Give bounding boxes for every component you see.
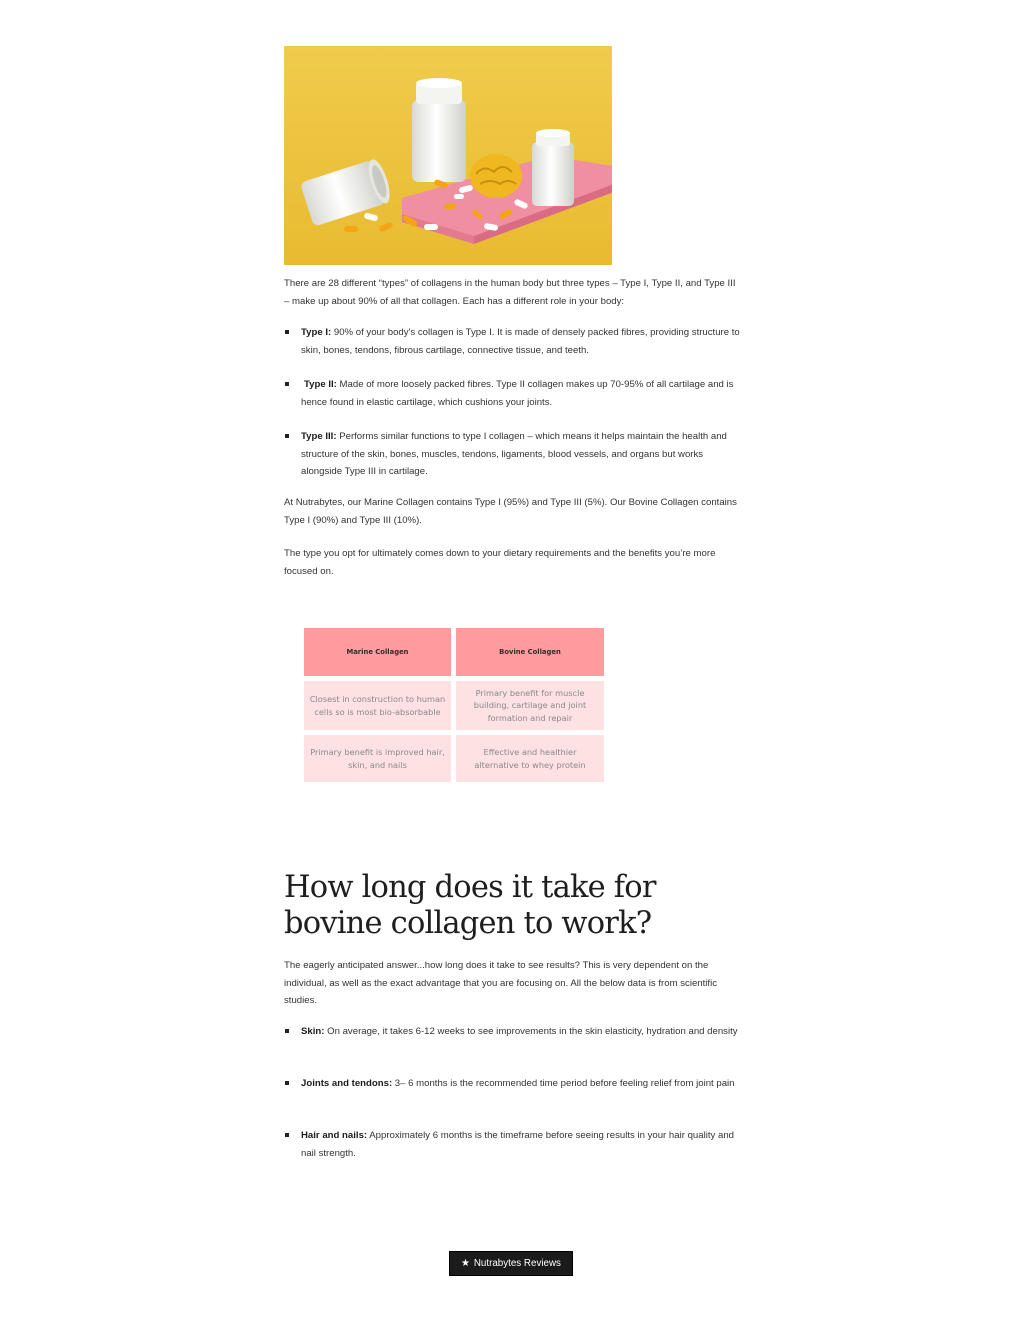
table-cell: Primary benefit is improved hair, skin, and nails bbox=[304, 735, 451, 782]
list-item-text: On average, it takes 6-12 weeks to see improvements in the skin elasticity, hydration and density bbox=[324, 1026, 738, 1037]
collagen-types-list-3 bbox=[284, 428, 742, 481]
timeframe-list-3 bbox=[284, 1127, 742, 1162]
list-item-label: Type III: bbox=[301, 431, 337, 442]
table-cell: Effective and healthier alternative to whey protein bbox=[456, 735, 604, 782]
list-item-label: Joints and tendons: bbox=[301, 1078, 393, 1089]
timeframe-list-2 bbox=[284, 1075, 742, 1093]
list-item bbox=[284, 428, 742, 481]
list-item bbox=[284, 324, 742, 359]
table-cell: Closest in construction to human cells so is most bio-absorbable bbox=[304, 681, 451, 730]
page-heading: How long does it take for bovine collagen to work? bbox=[284, 870, 656, 941]
list-item-text: Performs similar functions to type I collagen – which means it helps maintain the health and structure of the skin, bones, muscles, tendons, ligaments, blood vessels, and organs but works alongside Type III in cartilage. bbox=[301, 431, 727, 478]
list-item-label: Type II: bbox=[304, 379, 337, 390]
table-header-bovine: Bovine Collagen bbox=[456, 628, 604, 676]
list-item bbox=[284, 376, 742, 411]
collagen-types-list-2 bbox=[284, 376, 742, 411]
table-header-marine: Marine Collagen bbox=[304, 628, 451, 676]
hero-image-supplement-bottles bbox=[284, 46, 612, 265]
reviews-button[interactable] bbox=[449, 1251, 573, 1276]
list-item-label: Type I: bbox=[301, 327, 332, 338]
star-icon: ★ bbox=[461, 1258, 470, 1269]
hero-illustration bbox=[284, 46, 612, 265]
reviews-button-label: Nutrabytes Reviews bbox=[473, 1258, 561, 1269]
list-item-label: Hair and nails: bbox=[301, 1130, 368, 1141]
table-cell: Primary benefit for muscle building, cartilage and joint formation and repair bbox=[456, 681, 604, 730]
list-item-text: Approximately 6 months is the timeframe before seeing results in your hair quality and nail strength. bbox=[301, 1130, 734, 1159]
results-intro: The eagerly anticipated answer...how long does it take to see results? This is very dependent on the individual, as well as the exact advantage that you are focusing on. All the below data is from scientific studies. bbox=[284, 960, 718, 1007]
collagen-types-list bbox=[284, 324, 742, 359]
list-item bbox=[284, 1075, 742, 1093]
timeframe-list bbox=[284, 1023, 742, 1041]
type-choice-paragraph: The type you opt for ultimately comes down to your dietary requirements and the benefits you’re more focused on. bbox=[284, 548, 716, 577]
list-item bbox=[284, 1127, 742, 1162]
marine-bovine-composition: At Nutrabytes, our Marine Collagen contains Type I (95%) and Type III (5%). Our Bovine Collagen contains Type I (90%) and Type III (10%). bbox=[284, 497, 737, 526]
list-item-text: 90% of your body's collagen is Type I. It is made of densely packed fibres, providing structure to skin, bones, tendons, fibrous cartilage, connective tissue, and teeth. bbox=[301, 327, 740, 356]
list-item-label: Skin: bbox=[301, 1026, 325, 1037]
list-item-text: Made of more loosely packed fibres. Type II collagen makes up 70-95% of all cartilage and is hence found in elastic cartilage, which cushions your joints. bbox=[301, 379, 734, 408]
list-item-text: 3– 6 months is the recommended time period before feeling relief from joint pain bbox=[392, 1078, 735, 1089]
list-item bbox=[284, 1023, 742, 1041]
collagen-types-intro: There are 28 different “types” of collagens in the human body but three types – Type I, Type II, and Type III – make up about 90% of all that collagen. Each has a different role in your body: bbox=[284, 278, 736, 307]
